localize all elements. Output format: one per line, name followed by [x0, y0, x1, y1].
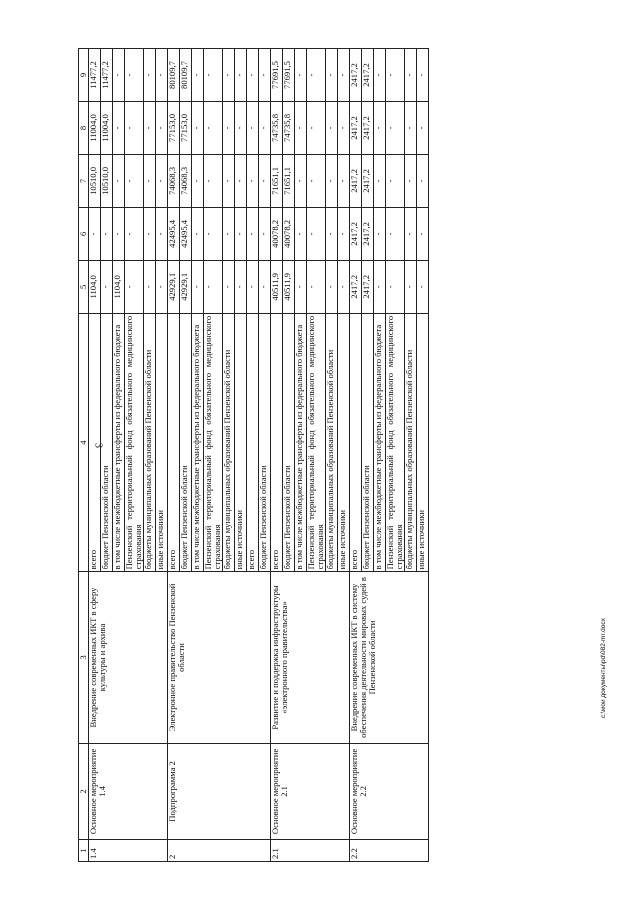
amount-cell: 42929,1 — [168, 260, 180, 313]
amount-cell: - — [192, 49, 204, 102]
funding-source-cell: иные источники — [417, 313, 429, 572]
amount-cell: 74735,8 — [283, 101, 295, 154]
amount-cell: - — [204, 154, 223, 207]
rotated-table-frame — [78, 48, 474, 862]
funding-source-cell: бюджет Пензенской области — [180, 313, 192, 572]
funding-table — [78, 48, 429, 862]
amount-cell: - — [235, 260, 247, 313]
amount-cell: - — [247, 260, 259, 313]
table-row — [89, 49, 101, 862]
amount-cell: - — [223, 154, 235, 207]
amount-cell: - — [259, 49, 271, 102]
amount-cell: 42495,4 — [180, 207, 192, 260]
amount-cell: - — [259, 154, 271, 207]
funding-source-cell: бюджет Пензенской области — [362, 313, 374, 572]
amount-cell: - — [307, 260, 326, 313]
amount-cell: - — [113, 49, 125, 102]
amount-cell: 2417,2 — [350, 49, 362, 102]
amount-cell: - — [295, 49, 307, 102]
amount-cell: - — [405, 154, 417, 207]
amount-cell: - — [204, 49, 223, 102]
funding-source-cell: всего — [89, 313, 101, 572]
header-cell: 6 — [79, 207, 89, 260]
funding-source-cell: Пензенский территориальный фонд обязательного медицинского страхования — [125, 313, 144, 572]
amount-cell: - — [192, 207, 204, 260]
amount-cell: 2417,2 — [362, 260, 374, 313]
amount-cell: 2417,2 — [362, 49, 374, 102]
header-cell: 8 — [79, 101, 89, 154]
funding-source-cell: Пензенский территориальный фонд обязательного медицинского страхования — [204, 313, 223, 572]
amount-cell: 1104,0 — [89, 260, 101, 313]
amount-cell: - — [156, 154, 168, 207]
funding-source-cell: иные источники — [235, 313, 247, 572]
amount-cell: 80109,7 — [168, 49, 180, 102]
amount-cell: - — [144, 207, 156, 260]
amount-cell: - — [101, 260, 113, 313]
header-row — [79, 49, 89, 862]
funding-source-cell: бюджет Пензенской области — [101, 313, 113, 572]
amount-cell: - — [405, 49, 417, 102]
amount-cell: - — [125, 101, 144, 154]
funding-source-cell: Пензенский территориальный фонд обязательного медицинского страхования — [386, 313, 405, 572]
funding-source-cell: бюджеты муниципальных образований Пензенской области — [326, 313, 338, 572]
amount-cell: - — [326, 154, 338, 207]
amount-cell: 77153,0 — [168, 101, 180, 154]
amount-cell: - — [125, 260, 144, 313]
row-code-cell: 2.2 — [350, 840, 429, 862]
amount-cell: 2417,2 — [350, 260, 362, 313]
amount-cell: - — [374, 49, 386, 102]
amount-cell: - — [156, 101, 168, 154]
row-name-cell: Подпрограмма 2 — [168, 743, 271, 840]
amount-cell: 77153,0 — [180, 101, 192, 154]
amount-cell: 10510,0 — [89, 154, 101, 207]
amount-cell: - — [89, 207, 101, 260]
table-row — [271, 49, 283, 862]
amount-cell: - — [259, 207, 271, 260]
amount-cell: - — [374, 101, 386, 154]
amount-cell: 40511,9 — [283, 260, 295, 313]
amount-cell: - — [247, 49, 259, 102]
row-name-cell: Основное мероприятие 2.1 — [271, 743, 350, 840]
amount-cell: - — [144, 260, 156, 313]
amount-cell: - — [247, 101, 259, 154]
amount-cell: 71651,1 — [283, 154, 295, 207]
funding-source-cell: в том числе межбюджетные трансферты из федерального бюджета — [295, 313, 307, 572]
amount-cell: - — [374, 207, 386, 260]
amount-cell: - — [192, 154, 204, 207]
amount-cell: 2417,2 — [350, 101, 362, 154]
amount-cell: - — [113, 207, 125, 260]
amount-cell: 10510,0 — [101, 154, 113, 207]
amount-cell: - — [259, 101, 271, 154]
amount-cell: 2417,2 — [362, 154, 374, 207]
amount-cell: - — [204, 101, 223, 154]
amount-cell: - — [235, 154, 247, 207]
row-title-cell: Развитие и поддержка инфраструктуры «электронного правительства» — [271, 572, 350, 743]
amount-cell: - — [259, 260, 271, 313]
amount-cell: - — [386, 207, 405, 260]
amount-cell: 42495,4 — [168, 207, 180, 260]
header-cell: 1 — [79, 840, 89, 862]
amount-cell: - — [125, 49, 144, 102]
row-name-cell: Основное мероприятие 2.2 — [350, 743, 429, 840]
amount-cell: - — [247, 207, 259, 260]
amount-cell: 40078,2 — [271, 207, 283, 260]
amount-cell: - — [101, 207, 113, 260]
funding-source-cell: иные источники — [338, 313, 350, 572]
amount-cell: 2417,2 — [350, 207, 362, 260]
amount-cell: - — [295, 101, 307, 154]
amount-cell: - — [113, 101, 125, 154]
amount-cell: 77691,5 — [271, 49, 283, 102]
amount-cell: 40078,2 — [283, 207, 295, 260]
funding-source-cell: Пензенский территориальный фонд обязательного медицинского страхования — [307, 313, 326, 572]
amount-cell: 40511,9 — [271, 260, 283, 313]
amount-cell: - — [374, 154, 386, 207]
table-row — [350, 49, 362, 862]
amount-cell: - — [326, 207, 338, 260]
header-cell: 9 — [79, 49, 89, 102]
amount-cell: - — [326, 49, 338, 102]
amount-cell: 11477,2 — [89, 49, 101, 102]
amount-cell: - — [338, 260, 350, 313]
amount-cell: - — [295, 154, 307, 207]
amount-cell: - — [156, 260, 168, 313]
funding-source-cell: всего — [350, 313, 362, 572]
amount-cell: - — [223, 207, 235, 260]
amount-cell: - — [405, 207, 417, 260]
row-code-cell: 1.4 — [89, 840, 168, 862]
amount-cell: - — [386, 49, 405, 102]
footer-file-path: c:\мои документы\pd\082-mr.docx — [600, 618, 607, 718]
amount-cell: - — [417, 207, 429, 260]
amount-cell: 11004,0 — [89, 101, 101, 154]
amount-cell: 80109,7 — [180, 49, 192, 102]
amount-cell: - — [405, 101, 417, 154]
funding-source-cell: бюджет Пензенской области — [283, 313, 295, 572]
amount-cell: - — [338, 207, 350, 260]
amount-cell: - — [386, 101, 405, 154]
amount-cell: - — [247, 154, 259, 207]
amount-cell: - — [307, 154, 326, 207]
amount-cell: 71651,1 — [271, 154, 283, 207]
amount-cell: 2417,2 — [362, 101, 374, 154]
amount-cell: - — [144, 101, 156, 154]
amount-cell: - — [295, 207, 307, 260]
row-code-cell: 2 — [168, 840, 271, 862]
funding-source-cell: в том числе межбюджетные трансферты из федерального бюджета — [113, 313, 125, 572]
amount-cell: - — [307, 49, 326, 102]
row-title-cell: Внедрение современных ИКТ в систему обеспечения деятельности мировых судей в Пензенской области — [350, 572, 429, 743]
header-cell: 7 — [79, 154, 89, 207]
row-title-cell: Электронное правительство Пензенской области — [168, 572, 271, 743]
amount-cell: - — [417, 49, 429, 102]
amount-cell: - — [223, 101, 235, 154]
funding-source-cell: иные источники — [156, 313, 168, 572]
funding-source-cell: в том числе межбюджетные трансферты из федерального бюджета — [374, 313, 386, 572]
amount-cell: - — [326, 260, 338, 313]
header-cell: 5 — [79, 260, 89, 313]
amount-cell: 11477,2 — [101, 49, 113, 102]
row-title-cell: Внедрение современных ИКТ в сферу культуры и архива — [89, 572, 168, 743]
amount-cell: - — [417, 260, 429, 313]
amount-cell: 74735,8 — [271, 101, 283, 154]
amount-cell: - — [338, 101, 350, 154]
amount-cell: - — [338, 49, 350, 102]
amount-cell: - — [125, 154, 144, 207]
amount-cell: - — [386, 154, 405, 207]
amount-cell: - — [374, 260, 386, 313]
funding-source-cell: всего — [247, 313, 259, 572]
funding-source-cell: всего — [168, 313, 180, 572]
header-cell: 2 — [79, 743, 89, 840]
amount-cell: - — [125, 207, 144, 260]
amount-cell: 77691,5 — [283, 49, 295, 102]
amount-cell: 74068,3 — [168, 154, 180, 207]
funding-source-cell: бюджеты муниципальных образований Пензенской области — [144, 313, 156, 572]
header-cell: 3 — [79, 572, 89, 743]
amount-cell: 74068,3 — [180, 154, 192, 207]
row-name-cell: Основное мероприятие 1.4 — [89, 743, 168, 840]
amount-cell: - — [326, 101, 338, 154]
table-row — [168, 49, 180, 862]
amount-cell: 11004,0 — [101, 101, 113, 154]
amount-cell: - — [113, 154, 125, 207]
amount-cell: - — [235, 49, 247, 102]
amount-cell: - — [338, 154, 350, 207]
amount-cell: - — [144, 154, 156, 207]
amount-cell: - — [235, 101, 247, 154]
amount-cell: - — [192, 260, 204, 313]
amount-cell: 2417,2 — [362, 207, 374, 260]
amount-cell: - — [204, 260, 223, 313]
amount-cell: - — [307, 207, 326, 260]
amount-cell: - — [405, 260, 417, 313]
row-code-cell: 2.1 — [271, 840, 350, 862]
amount-cell: - — [295, 260, 307, 313]
amount-cell: 2417,2 — [350, 154, 362, 207]
table-body — [89, 49, 429, 862]
amount-cell: 42929,1 — [180, 260, 192, 313]
amount-cell: - — [223, 260, 235, 313]
amount-cell: - — [235, 207, 247, 260]
funding-source-cell: бюджеты муниципальных образований Пензенской области — [223, 313, 235, 572]
amount-cell: - — [144, 49, 156, 102]
amount-cell: 1104,0 — [113, 260, 125, 313]
funding-source-cell: бюджеты муниципальных образований Пензенской области — [405, 313, 417, 572]
amount-cell: - — [307, 101, 326, 154]
amount-cell: - — [156, 207, 168, 260]
amount-cell: - — [192, 101, 204, 154]
funding-source-cell: всего — [271, 313, 283, 572]
funding-table-container — [78, 48, 474, 862]
amount-cell: - — [156, 49, 168, 102]
page-number: 3 — [92, 443, 104, 448]
funding-source-cell: в том числе межбюджетные трансферты из федерального бюджета — [192, 313, 204, 572]
amount-cell: - — [223, 49, 235, 102]
header-cell: 4 — [79, 313, 89, 572]
funding-source-cell: бюджет Пензенской области — [259, 313, 271, 572]
amount-cell: - — [386, 260, 405, 313]
amount-cell: - — [204, 207, 223, 260]
amount-cell: - — [417, 154, 429, 207]
amount-cell: - — [417, 101, 429, 154]
